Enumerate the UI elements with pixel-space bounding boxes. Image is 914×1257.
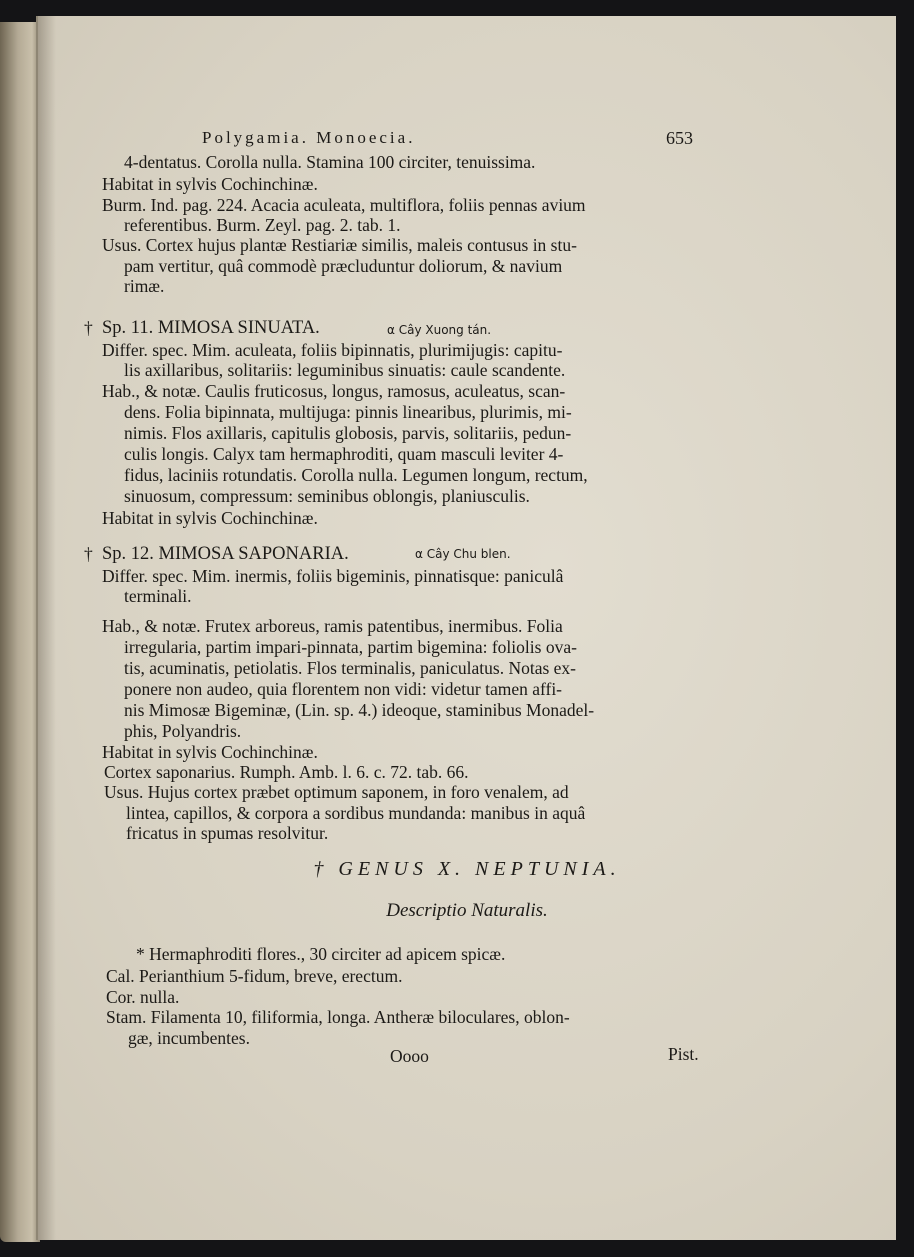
text-line: irregularia, partim impari-pinnata, partim bigemina: foliolis ova- — [124, 637, 577, 657]
text-line: Habitat in sylvis Cochinchinæ. — [102, 742, 318, 762]
text-line: Habitat in sylvis Cochinchinæ. — [102, 174, 318, 194]
facing-page-edge — [0, 22, 40, 1242]
text-line: Cortex saponarius. Rumph. Amb. l. 6. c. 72. tab. 66. — [104, 762, 469, 782]
text-line: Habitat in sylvis Cochinchinæ. — [102, 508, 318, 528]
text-line: lintea, capillos, & corpora a sordibus mundanda: manibus in aquâ — [126, 803, 586, 823]
text-line: lis axillaribus, solitariis: leguminibus sinuatis: caule scandente. — [124, 360, 566, 380]
text-line: nimis. Flos axillaris, capitulis globosis, parvis, solitariis, pedun- — [124, 423, 572, 443]
text-line: Stam. Filamenta 10, filiformia, longa. Antheræ biloculares, oblon- — [106, 1007, 570, 1027]
text-line: fricatus in spumas resolvitur. — [126, 823, 329, 843]
book-page — [36, 16, 896, 1240]
text-line: pam vertitur, quâ commodè præcluduntur doliorum, & navium — [124, 256, 563, 276]
genus-heading: † GENUS X. NEPTUNIA. — [313, 858, 621, 880]
catchword: Pist. — [668, 1044, 699, 1064]
dagger-mark: † — [84, 318, 93, 338]
text-line: Differ. spec. Mim. aculeata, foliis bipinnatis, plurimijugis: capitu- — [102, 340, 563, 360]
text-line: 4-dentatus. Corolla nulla. Stamina 100 circiter, tenuissima. — [124, 152, 536, 172]
vernacular-name: α Cây Chu blen. — [415, 547, 511, 561]
text-line: phis, Polyandris. — [124, 721, 242, 741]
text-line: Differ. spec. Mim. inermis, foliis bigeminis, pinnatisque: paniculâ — [102, 566, 564, 586]
text-line: * Hermaphroditi flores., 30 circiter ad apicem spicæ. — [136, 944, 506, 964]
text-line: terminali. — [124, 586, 192, 606]
text-line: dens. Folia bipinnata, multijuga: pinnis linearibus, plurimis, mi- — [124, 402, 572, 422]
text-line: Cor. nulla. — [106, 987, 180, 1007]
species-heading: Sp. 12. MIMOSA SAPONARIA. — [102, 544, 349, 564]
text-line: nis Mimosæ Bigeminæ, (Lin. sp. 4.) ideoque, staminibus Monadel- — [124, 700, 595, 720]
section-subheading: Descriptio Naturalis. — [386, 900, 548, 921]
text-line: Cal. Perianthium 5-fidum, breve, erectum. — [106, 966, 403, 986]
dagger-mark: † — [84, 544, 93, 564]
text-line: Usus. Cortex hujus plantæ Restiariæ similis, maleis contusus in stu- — [102, 235, 577, 255]
text-line: Burm. Ind. pag. 224. Acacia aculeata, multiflora, foliis pennas avium — [102, 195, 586, 215]
text-line: ponere non audeo, quia florentem non vidi: videtur tamen affi- — [124, 679, 563, 699]
text-line: Hab., & notæ. Frutex arboreus, ramis patentibus, inermibus. Folia — [102, 616, 563, 636]
text-line: rimæ. — [124, 276, 165, 296]
text-line: referentibus. Burm. Zeyl. pag. 2. tab. 1. — [124, 215, 401, 235]
signature-mark: Oooo — [390, 1046, 429, 1066]
gutter-shadow — [38, 16, 56, 1240]
text-line: sinuosum, compressum: seminibus oblongis, planiusculis. — [124, 486, 530, 506]
text-line: Hab., & notæ. Caulis fruticosus, longus, ramosus, aculeatus, scan- — [102, 381, 566, 401]
text-line: gæ, incumbentes. — [128, 1028, 250, 1048]
species-heading: Sp. 11. MIMOSA SINUATA. — [102, 318, 320, 338]
text-line: Usus. Hujus cortex præbet optimum saponem, in foro venalem, ad — [104, 782, 569, 802]
vernacular-name: α Cây Xuong tán. — [387, 323, 492, 337]
text-line: tis, acuminatis, petiolatis. Flos terminalis, paniculatus. Notas ex- — [124, 658, 577, 678]
text-line: fidus, laciniis rotundatis. Corolla nulla. Legumen longum, rectum, — [124, 465, 588, 485]
running-title: Polygamia. Monoecia. — [202, 128, 416, 147]
page-number: 653 — [666, 128, 693, 148]
text-line: culis longis. Calyx tam hermaphroditi, quam masculi leviter 4- — [124, 444, 564, 464]
